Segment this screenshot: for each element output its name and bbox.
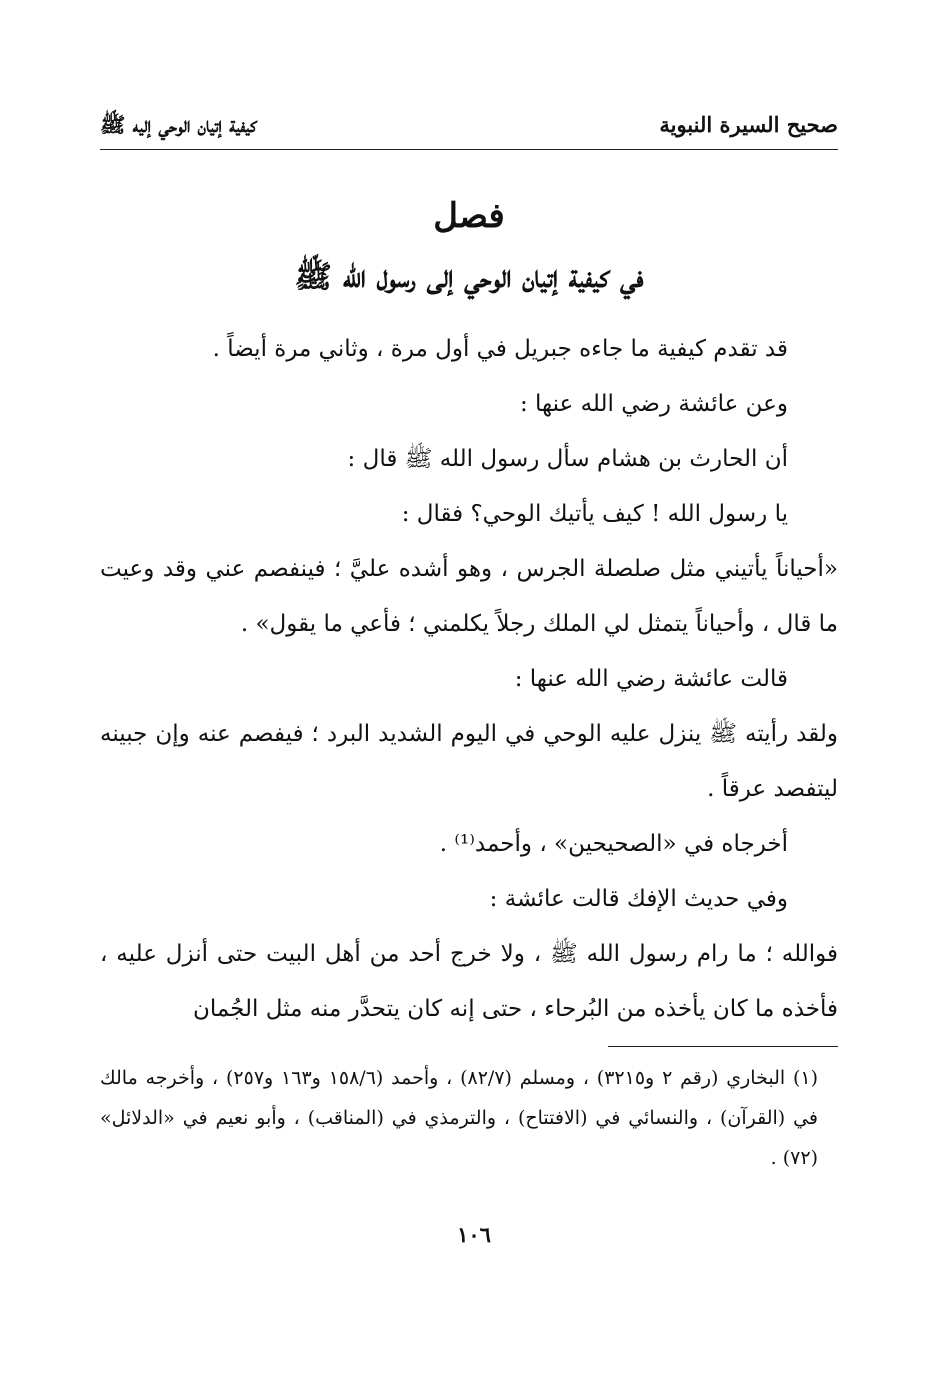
paragraph: قالت عائشة رضي الله عنها : [514, 666, 788, 692]
paragraph: ولقد رأيته ﷺ ينزل عليه الوحي في اليوم الشديد البرد ؛ فيفصم عنه وإن جبينه ليتفصد عرقاً . [100, 721, 838, 802]
paragraph: أن الحارث بن هشام سأل رسول الله ﷺ قال : [347, 446, 788, 472]
footnote: (١) البخاري (رقم ٢ و٣٢١٥) ، ومسلم (٨٢/٧) ، وأحمد (١٥٨/٦ و١٦٣ و٢٥٧) ، وأخرجه مالك في (القرآن) ، والنسائي في (الافتتاح) ، والترمذي في (المناقب) ، وأبو نعيم في «الدلائل» (٧٢) . [100, 1067, 819, 1169]
paragraph: «أحياناً يأتيني مثل صلصلة الجرس ، وهو أشده عليَّ ؛ فينفصم عني وقد وعيت ما قال ، وأحياناً يتمثل لي الملك رجلاً يكلمني ؛ فأعي ما يقول» . [100, 556, 838, 637]
header-divider [100, 149, 838, 150]
footnote-divider [608, 1046, 838, 1047]
chapter-title: كيفية إتيان الوحي إليه ﷺ [100, 112, 257, 137]
section-heading: فصل [433, 196, 505, 236]
footnotes [100, 1058, 838, 1178]
paragraph: يا رسول الله ! كيف يأتيك الوحي؟ فقال : [401, 501, 788, 527]
paragraph: وفي حديث الإفك قالت عائشة : [489, 886, 788, 912]
book-title: صحيح السيرة النبوية [659, 112, 838, 137]
paragraph: فوالله ؛ ما رام رسول الله ﷺ ، ولا خرج أحد من أهل البيت حتى أنزل عليه ، فأخذه ما كان يأخذه من البُرحاء ، حتى إنه كان يتحدَّر منه مثل الجُمان [100, 941, 838, 1022]
section-subheading: في كيفية إتيان الوحي إلى رسول الله ﷺ [294, 259, 644, 295]
paragraph: أخرجاه في «الصحيحين» ، وأحمد⁽¹⁾ . [439, 831, 788, 857]
body-text [100, 322, 838, 1037]
page-number: ١٠٦ [457, 1222, 491, 1247]
paragraph: وعن عائشة رضي الله عنها : [519, 391, 788, 417]
running-header [100, 112, 838, 148]
paragraph: قد تقدم كيفية ما جاءه جبريل في أول مرة ، وثاني مرة أيضاً . [212, 336, 788, 362]
